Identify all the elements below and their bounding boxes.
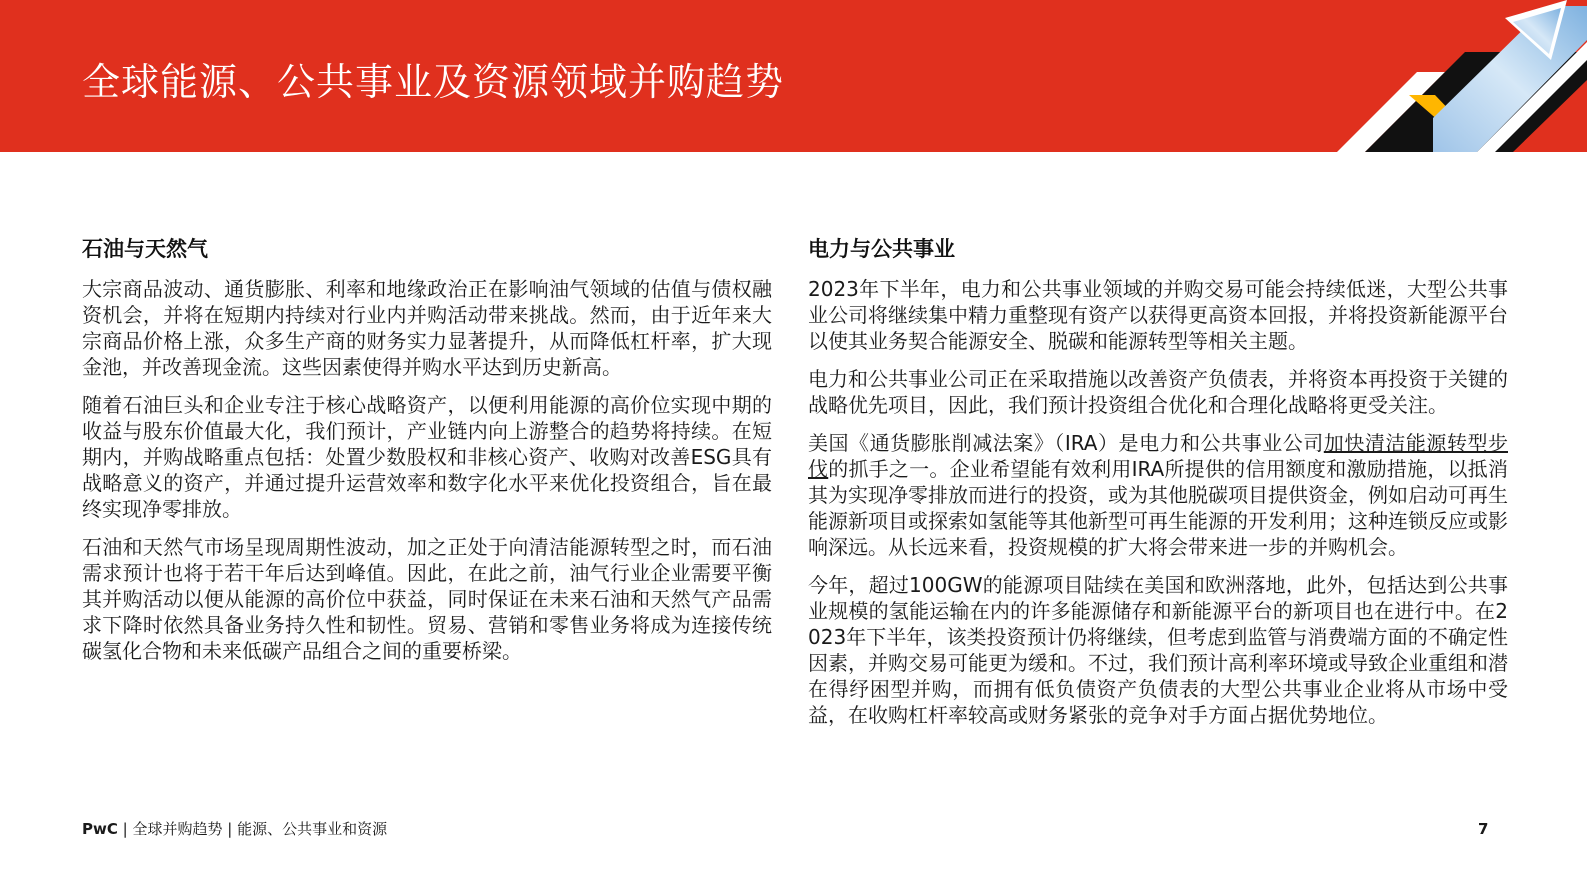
paragraph-3-text-after-link: 的抓手之一。企业希望能有效利用IRA所提供的信用额度和激励措施，以抵消其为实现净零排放而进行的投资，或为其他脱碳项目提供资金，例如启动可再生能源新项目或探索如氢能等其他新型可再生能源的开发利用；这种连锁反应或影响深远。从长远来看，投资规模的扩大将会带来进一步的并购机会。 [808,457,1509,559]
oil-gas-paragraph-2: 随着石油巨头和企业专注于核心战略资产，以便利用能源的高价位实现中期的收益与股东价值最大化，我们预计，产业链内向上游整合的趋势将持续。在短期内，并购战略重点包括：处置少数股权和非核心资产、收购对改善ESG具有战略意义的资产，并通过提升运营效率和数字化水平来优化投资组合，旨在最终实现净零排放。 [82,393,772,521]
footer-separator: | [117,820,133,838]
oil-gas-column [82,234,772,676]
arrow-chevron-graphic-icon [1337,0,1587,152]
oil-gas-paragraph-3: 石油和天然气市场呈现周期性波动，加之正处于向清洁能源转型之时，而石油需求预计也将于若干年后达到峰值。因此，在此之前，油气行业企业需要平衡其并购活动以便从能源的高价位中获益，同时保证在未来石油和天然气产品需求下降时依然具备业务持久性和韧性。贸易、营销和零售业务将成为连接传统碳氢化合物和未来低碳产品组合之间的重要桥梁。 [82,535,772,663]
footer-brand: PwC [82,820,118,838]
power-utilities-heading: 电力与公共事业 [808,237,955,261]
footer-separator: | [222,820,238,838]
power-utilities-paragraph-4: 今年，超过100GW的能源项目陆续在美国和欧洲落地，此外，包括达到公共事业规模的氢能运输在内的许多能源储存和新能源平台的新项目也在进行中。在2023年下半年，该类投资预计仍将继续，但考虑到监管与消费端方面的不确定性因素，并购交易可能更为缓和。不过，我们预计高利率环境或导致企业重组和潜在得纾困型并购，而拥有低负债资产负债表的大型公共事业企业将从市场中受益，在收购杠杆率较高或财务紧张的竞争对手方面占据优势地位。 [808,573,1508,727]
header-banner [0,0,1587,152]
power-utilities-column [808,234,1508,740]
oil-gas-heading: 石油与天然气 [82,237,208,261]
power-utilities-paragraph-1: 2023年下半年，电力和公共事业领域的并购交易可能会持续低迷，大型公共事业公司将继续集中精力重整现有资产以获得更高资本回报，并将投资新能源平台以使其业务契合能源安全、脱碳和能源转型等相关主题。 [808,277,1508,353]
paragraph-3-text-before-link: 美国《通货膨胀削减法案》（IRA）是电力和公共事业公司 [808,431,1324,455]
page-number: 7 [1478,820,1489,838]
clean-energy-transition-link[interactable]: 加快清洁能源转型步伐 [808,431,1508,481]
footer-sector: 能源、公共事业和资源 [237,820,388,838]
footer [82,818,387,840]
footer-report-name: 全球并购趋势 [132,820,223,838]
page-title: 全球能源、公共事业及资源领域并购趋势 [82,60,785,104]
oil-gas-paragraph-1: 大宗商品波动、通货膨胀、利率和地缘政治正在影响油气领域的估值与债权融资机会，并将在短期内持续对行业内并购活动带来挑战。然而，由于近年来大宗商品价格上涨，众多生产商的财务实力显著提升，从而降低杠杆率，扩大现金池，并改善现金流。这些因素使得并购水平达到历史新高。 [82,277,772,379]
power-utilities-paragraph-3 [808,430,1508,560]
power-utilities-paragraph-2: 电力和公共事业公司正在采取措施以改善资产负债表，并将资本再投资于关键的战略优先项目，因此，我们预计投资组合优化和合理化战略将更受关注。 [808,367,1508,417]
